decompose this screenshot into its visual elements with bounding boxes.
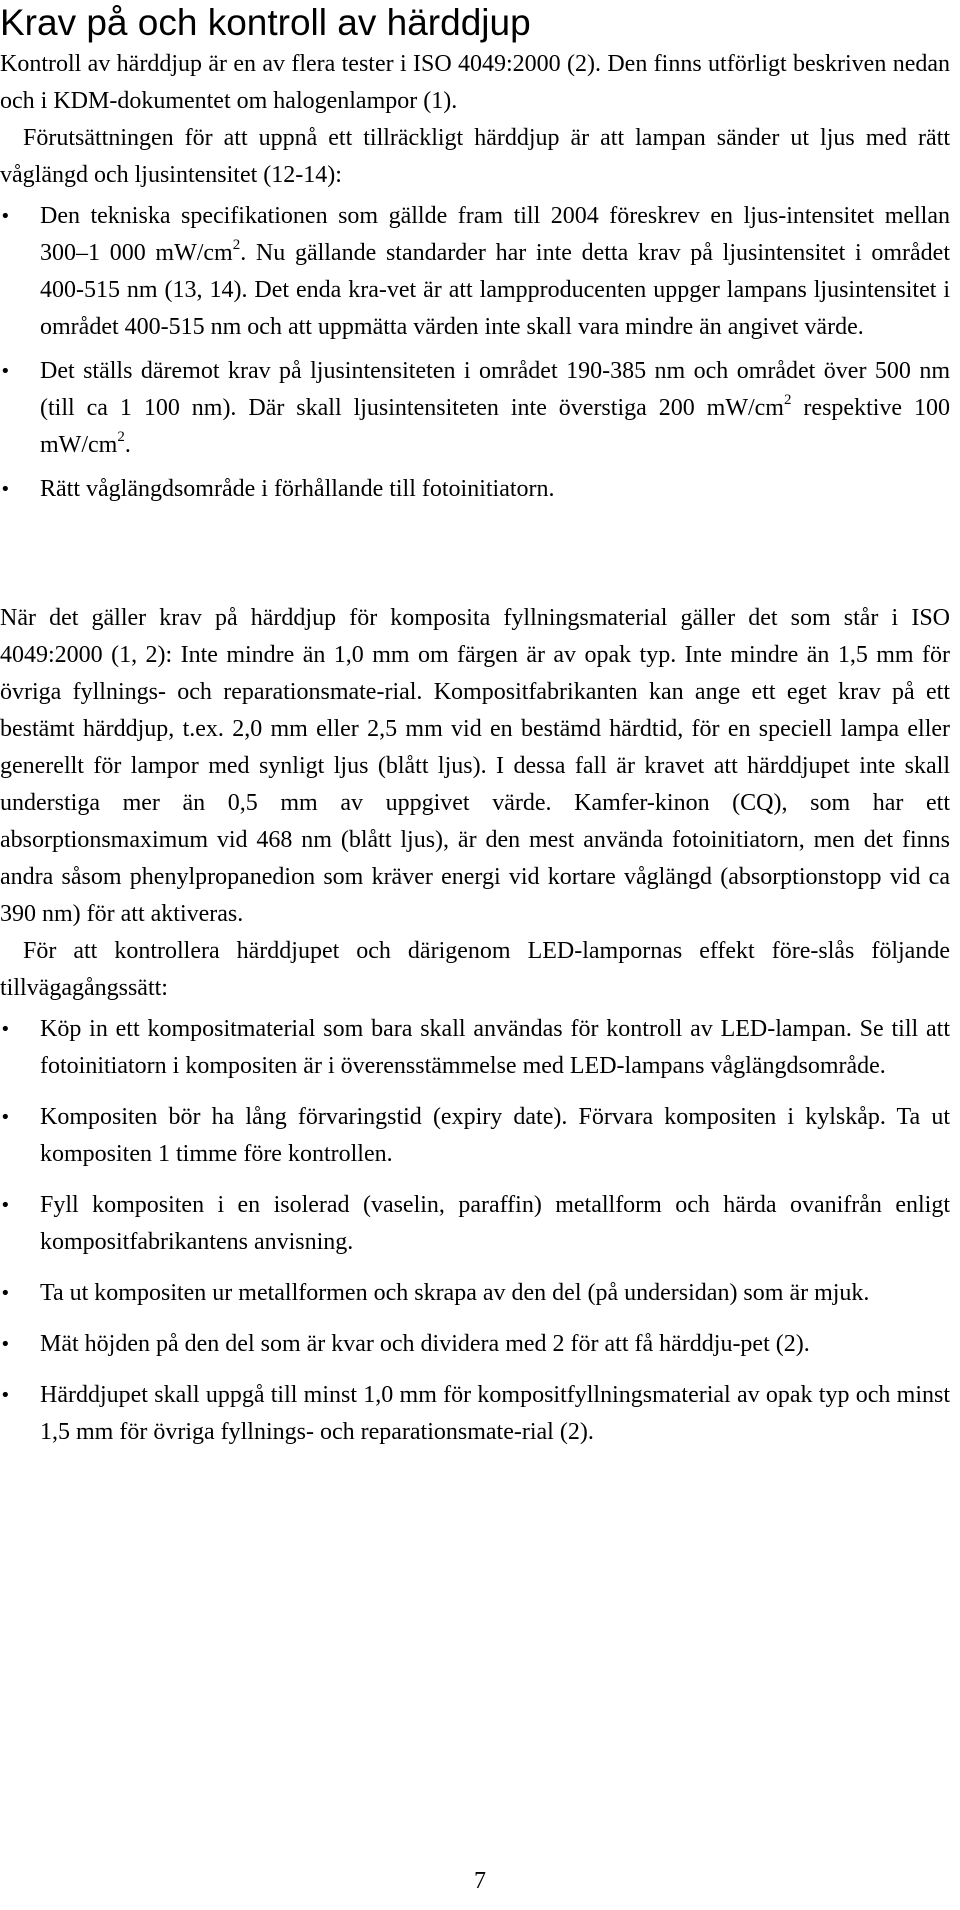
bullet-dot-icon: • — [0, 361, 11, 382]
list-item-text: Kompositen bör ha lång förvaringstid (expiry date). Förvara kompositen i kylskåp. Ta ut kompositen 1 timme före kontrollen. — [40, 1104, 950, 1167]
list-item-text: Den tekniska specifikationen som gällde fram till 2004 föreskrev en ljus-intensitet mellan 300–1 000 mW/cm — [40, 203, 950, 266]
list-item-text: Fyll kompositen i en isolerad (vaselin, paraffin) metallform och härda ovanifrån enligt kompositfabrikantens anvisning. — [40, 1192, 950, 1255]
bullet-dot-icon: • — [0, 479, 11, 500]
body-paragraph-2: För att kontrollera härddjupet och därigenom LED-lampornas effekt före-slås följande tillvägagångssätt: — [0, 938, 950, 1001]
procedure-list — [0, 1011, 950, 1451]
list-item — [0, 1011, 950, 1085]
bullet-dot-icon: • — [0, 1334, 11, 1355]
list-item — [0, 1099, 950, 1173]
list-item-text-continued: . Nu gällande standarder har inte detta krav på ljusintensitet i området 400-515 nm (13, 14). Det enda kra-vet är att lampproducenten uppger lampans ljusintensitet i området 400-515 nm och att uppmätta värden inte skall vara mindre än angivet värde. — [40, 240, 951, 340]
page-title: Krav på och kontroll av härddjup — [0, 2, 531, 43]
body-section — [0, 600, 950, 1451]
superscript: 2 — [117, 429, 125, 445]
list-item-text: Mät höjden på den del som är kvar och dividera med 2 för att få härddju-pet (2). — [40, 1331, 810, 1357]
list-item-text-end: . — [124, 432, 131, 458]
bullet-dot-icon: • — [0, 1195, 11, 1216]
intro-paragraph-1: Kontroll av härddjup är en av flera tester i ISO 4049:2000 (2). Den finns utförligt beskriven nedan och i KDM-dokumentet om halogenlampor (1). — [0, 51, 950, 114]
body-paragraph-1: När det gäller krav på härddjup för komposita fyllningsmaterial gäller det som står i ISO 4049:2000 (1, 2): Inte mindre än 1,0 mm om färgen är av opak typ. Inte mindre än 1,5 mm för övriga fyllnings- och reparationsmate-rial. Kompositfabrikanten kan ange ett eget krav på ett bestämt härddjup, t.ex. 2,0 mm eller 2,5 mm vid en bestämd härdtid, för en speciell lampa eller generellt för lampor med synligt ljus (blått ljus). I dessa fall är kravet att härddjupet inte skall understiga mer än 0,5 mm av uppgivet värde. Kamfer-kinon (CQ), som har ett absorptionsmaximum vid 468 nm (blått ljus), är den mest använda fotoinitiatorn, men det finns andra såsom phenylpropanedion som kräver energi vid kortare våglängd (absorptionstopp vid ca 390 nm) för att aktiveras. — [0, 605, 950, 927]
bullet-dot-icon: • — [0, 1107, 11, 1128]
list-item — [0, 471, 950, 508]
list-item-text: Köp in ett kompositmaterial som bara skall användas för kontroll av LED-lampan. Se till att fotoinitiatorn i kompositen är i överensstämmelse med LED-lampans våglängdsområde. — [40, 1016, 950, 1079]
bullet-dot-icon: • — [0, 1385, 11, 1406]
list-item-text: Härddjupet skall uppgå till minst 1,0 mm för kompositfyllningsmaterial av opak typ och minst 1,5 mm för övriga fyllnings- och reparationsmate-rial (2). — [40, 1382, 950, 1445]
list-item — [0, 198, 950, 346]
superscript: 2 — [783, 392, 792, 408]
bullet-dot-icon: • — [0, 1283, 11, 1304]
intro-paragraph-2: Förutsättningen för att uppnå ett tillräckligt härddjup är att lampan sänder ut ljus med rätt våglängd och ljusintensitet (12-14): — [0, 125, 950, 188]
list-item-text: Rätt våglängdsområde i förhållande till fotoinitiatorn. — [40, 476, 555, 502]
page-number: 7 — [474, 1868, 486, 1894]
intro-section — [0, 46, 950, 508]
list-item — [0, 1326, 950, 1363]
superscript: 2 — [232, 237, 241, 253]
bullet-dot-icon: • — [0, 206, 11, 227]
list-item — [0, 1187, 950, 1261]
list-item-text: Det ställs däremot krav på ljusintensiteten i området 190-385 nm och området över 500 nm (till ca 1 100 nm). Där skall ljusintensiteten inte överstiga 200 mW/cm — [40, 358, 950, 421]
list-item — [0, 1377, 950, 1451]
list-item — [0, 353, 950, 464]
list-item — [0, 1275, 950, 1312]
requirements-list — [0, 198, 950, 508]
list-item-text-continued: respektive 100 mW/cm — [40, 395, 951, 458]
bullet-dot-icon: • — [0, 1019, 11, 1040]
list-item-text: Ta ut kompositen ur metallformen och skrapa av den del (på undersidan) som är mjuk. — [40, 1280, 870, 1306]
